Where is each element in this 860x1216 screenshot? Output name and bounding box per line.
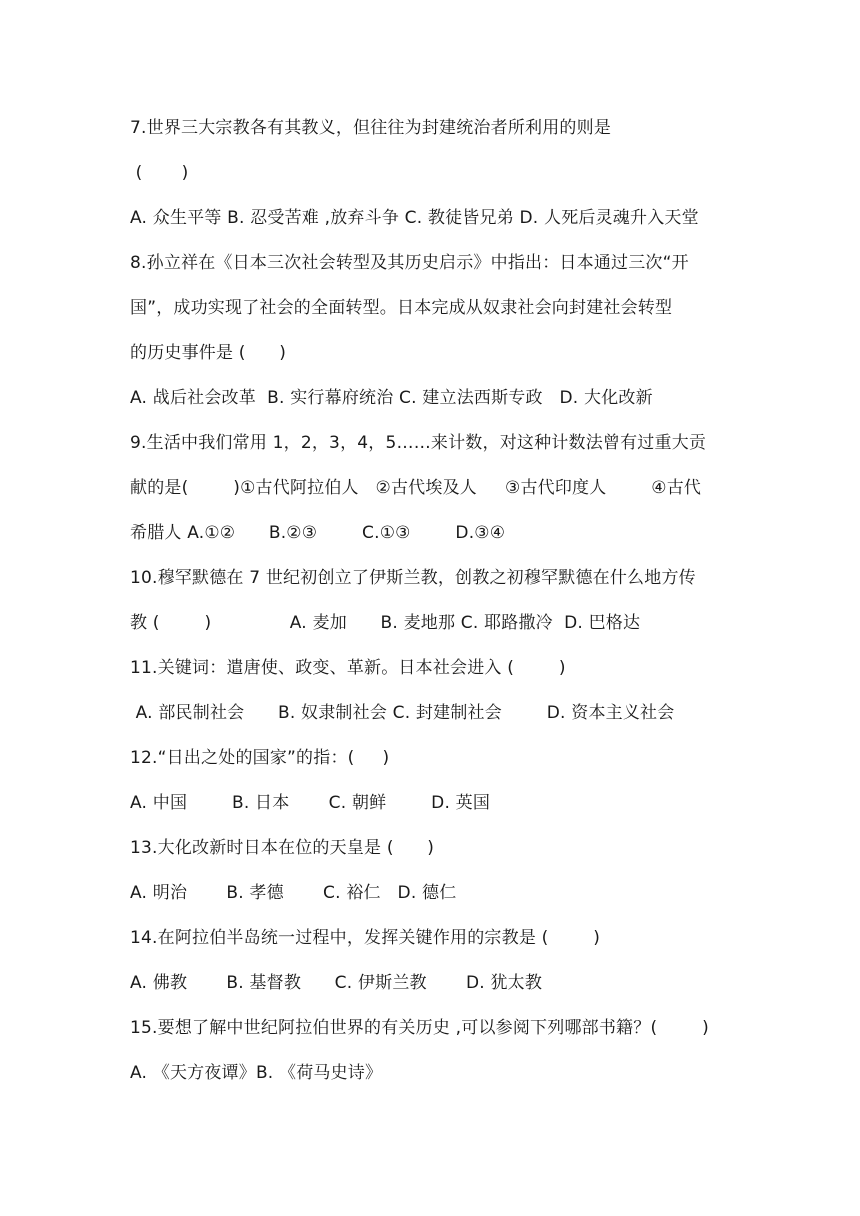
question-12-options: A. 中国 B. 日本 C. 朝鲜 D. 英国 [130,793,491,813]
question-7-options: A. 众生平等 B. 忍受苦难 ,放弃斗争 C. 教徒皆兄弟 D. 人死后灵魂升入天堂 [130,208,699,228]
question-8-stem-line-1: 8.孙立祥在《日本三次社会转型及其历史启示》中指出：日本通过三次“开 [130,253,689,273]
question-7-stem: 7.世界三大宗教各有其教义，但往往为封建统治者所利用的则是 [130,118,612,138]
question-12-stem: 12.“日出之处的国家”的指：( ) [130,748,390,768]
question-9-stem-line-1: 9.生活中我们常用 1，2，3，4，5……来计数，对这种计数法曾有过重大贡 [130,433,707,453]
question-8-options: A. 战后社会改革 B. 实行幕府统治 C. 建立法西斯专政 D. 大化改新 [130,388,653,408]
question-13-stem: 13.大化改新时日本在位的天皇是 ( ) [130,838,435,858]
question-9-options: 希腊人 A.①② B.②③ C.①③ D.③④ [130,523,506,543]
question-8-stem-line-3: 的历史事件是 ( ) [130,343,287,363]
question-9-stem-line-2: 献的是( )①古代阿拉伯人 ②古代埃及人 ③古代印度人 ④古代 [130,478,702,498]
question-15-stem: 15.要想了解中世纪阿拉伯世界的有关历史 ,可以参阅下列哪部书籍？( ) [130,1018,709,1038]
question-14-stem: 14.在阿拉伯半岛统一过程中，发挥关键作用的宗教是 ( ) [130,928,601,948]
question-11-stem: 11.关键词：遣唐使、政变、革新。日本社会进入 ( ) [130,658,566,678]
question-14-options: A. 佛教 B. 基督教 C. 伊斯兰教 D. 犹太教 [130,973,543,993]
question-8-stem-line-2: 国”，成功实现了社会的全面转型。日本完成从奴隶社会向封建社会转型 [130,298,673,318]
question-10-stem: 10.穆罕默德在 7 世纪初创立了伊斯兰教，创教之初穆罕默德在什么地方传 [130,568,696,588]
question-11-options: A. 部民制社会 B. 奴隶制社会 C. 封建制社会 D. 资本主义社会 [130,703,675,723]
question-15-options: A. 《天方夜谭》B. 《荷马史诗》 [130,1063,383,1083]
question-10-options: 教 ( ) A. 麦加 B. 麦地那 C. 耶路撒冷 D. 巴格达 [130,613,641,633]
question-13-options: A. 明治 B. 孝德 C. 裕仁 D. 德仁 [130,883,457,903]
question-7-blank: ( ) [130,163,189,183]
